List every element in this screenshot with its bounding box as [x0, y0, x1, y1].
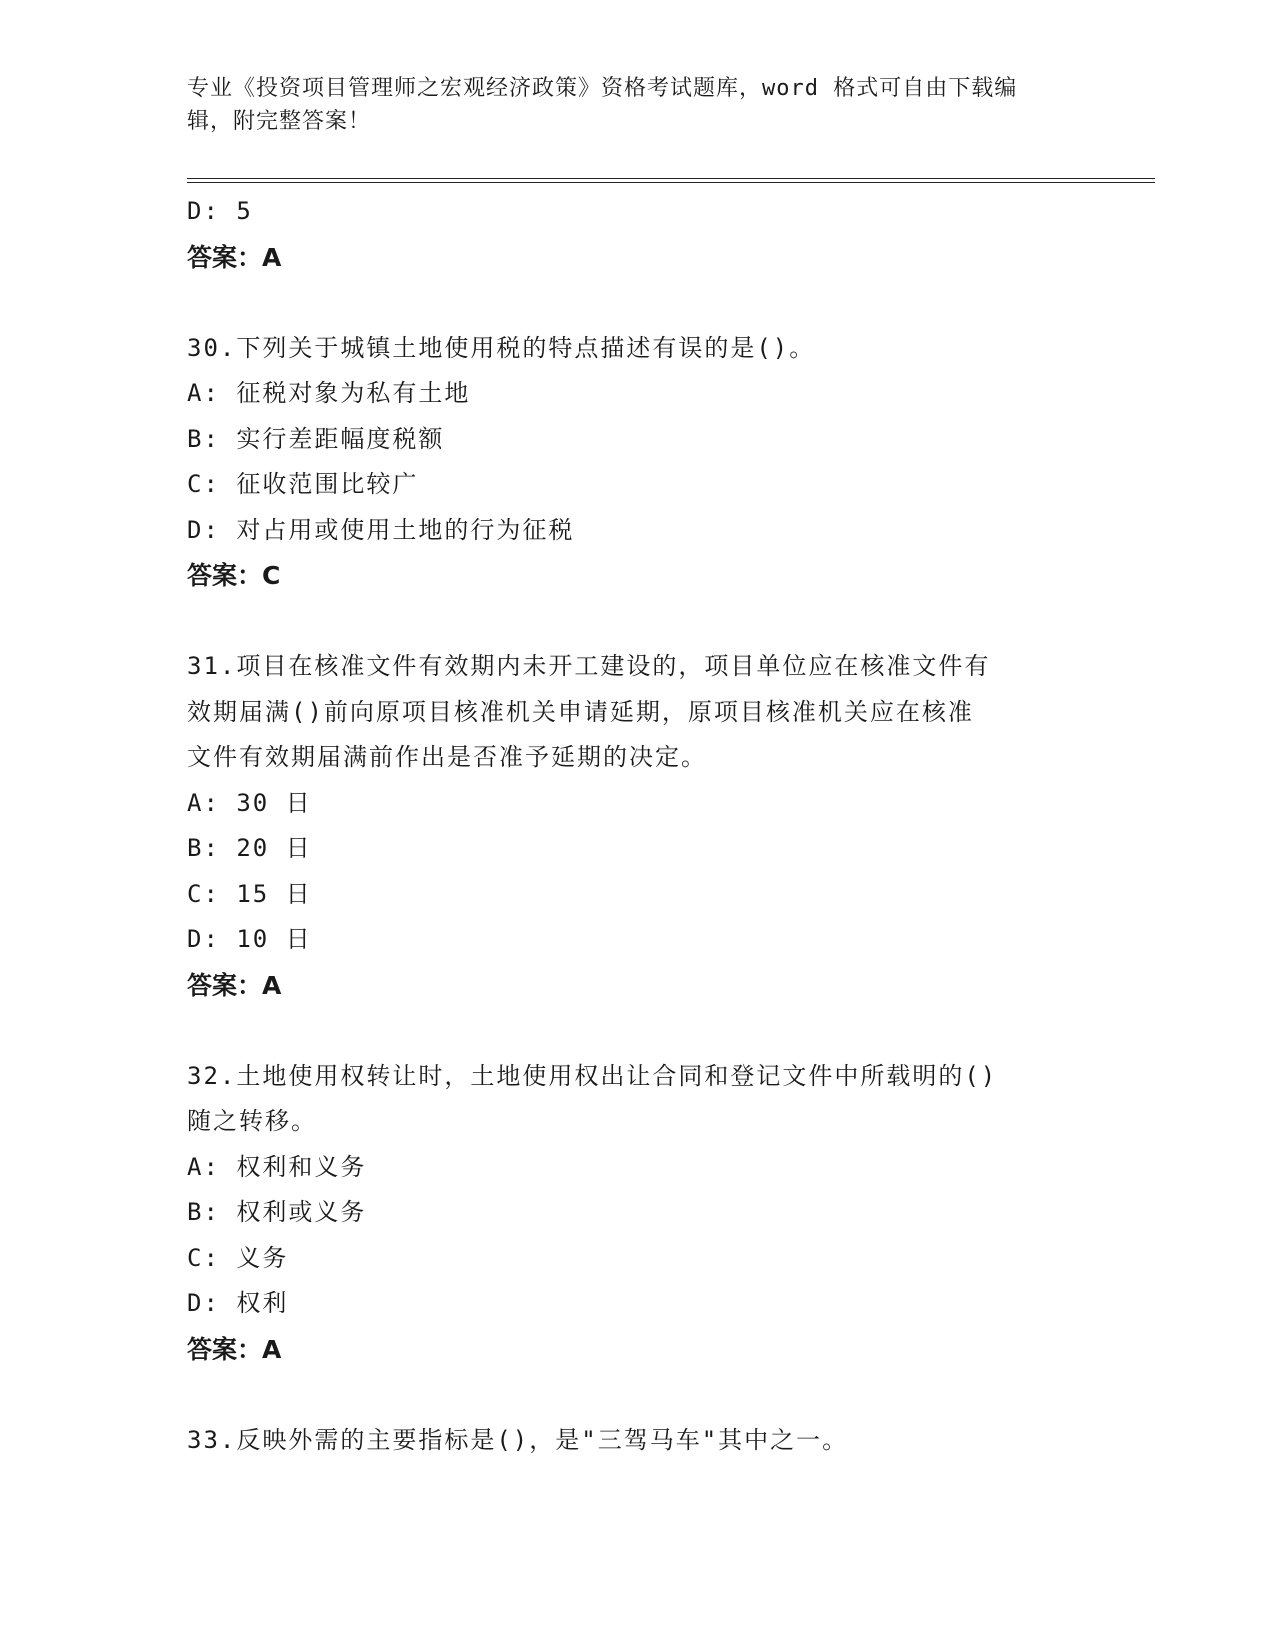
- question-content: [187, 189, 1087, 1463]
- question-stem: 30.下列关于城镇土地使用税的特点描述有误的是()。: [187, 333, 816, 362]
- question-32: [187, 1054, 1087, 1373]
- question-stem: 31.项目在核准文件有效期内未开工建设的，项目单位应在核准文件有: [187, 652, 991, 680]
- answer-line: 答案：A: [187, 970, 282, 1000]
- header-double-rule: [187, 178, 1155, 183]
- option-line: B: 20 日: [187, 834, 312, 862]
- answer-line: 答案：A: [187, 1334, 282, 1364]
- option-line: A: 征税对象为私有土地: [187, 379, 471, 407]
- question-31: [187, 644, 1087, 1008]
- option-line: D: 10 日: [187, 925, 312, 953]
- header-title-line-1: 专业《投资项目管理师之宏观经济政策》资格考试题库，word 格式可自由下载编: [187, 76, 1018, 101]
- question-stem: 33.反映外需的主要指标是()，是"三驾马车"其中之一。: [187, 1425, 849, 1454]
- question-33: [187, 1418, 1087, 1464]
- option-line: D: 5: [187, 197, 253, 225]
- option-line: D: 对占用或使用土地的行为征税: [187, 515, 575, 544]
- document-header: [187, 72, 1087, 138]
- answer-line: 答案：A: [187, 242, 282, 272]
- option-line: C: 15 日: [187, 879, 312, 908]
- option-line: C: 征收范围比较广: [187, 470, 419, 498]
- question-stem: 文件有效期届满前作出是否准予延期的决定。: [187, 743, 707, 771]
- question-stem: 随之转移。: [187, 1107, 317, 1135]
- option-line: A: 权利和义务: [187, 1152, 367, 1181]
- spacer: [187, 599, 1087, 645]
- option-line: B: 权利或义务: [187, 1198, 367, 1226]
- question-30: [187, 326, 1087, 599]
- option-line: B: 实行差距幅度税额: [187, 424, 445, 453]
- option-line: C: 义务: [187, 1243, 289, 1272]
- option-line: D: 权利: [187, 1289, 289, 1317]
- question-stem: 32.土地使用权转让时，土地使用权出让合同和登记文件中所载明的(): [187, 1061, 998, 1090]
- option-line: A: 30 日: [187, 788, 312, 817]
- spacer: [187, 1372, 1087, 1418]
- question-stem: 效期届满()前向原项目核准机关申请延期，原项目核准机关应在核准: [187, 697, 974, 726]
- spacer: [187, 280, 1087, 326]
- spacer: [187, 1008, 1087, 1054]
- answer-line: 答案：C: [187, 561, 281, 590]
- header-title-line-2: 辑，附完整答案！: [187, 109, 372, 134]
